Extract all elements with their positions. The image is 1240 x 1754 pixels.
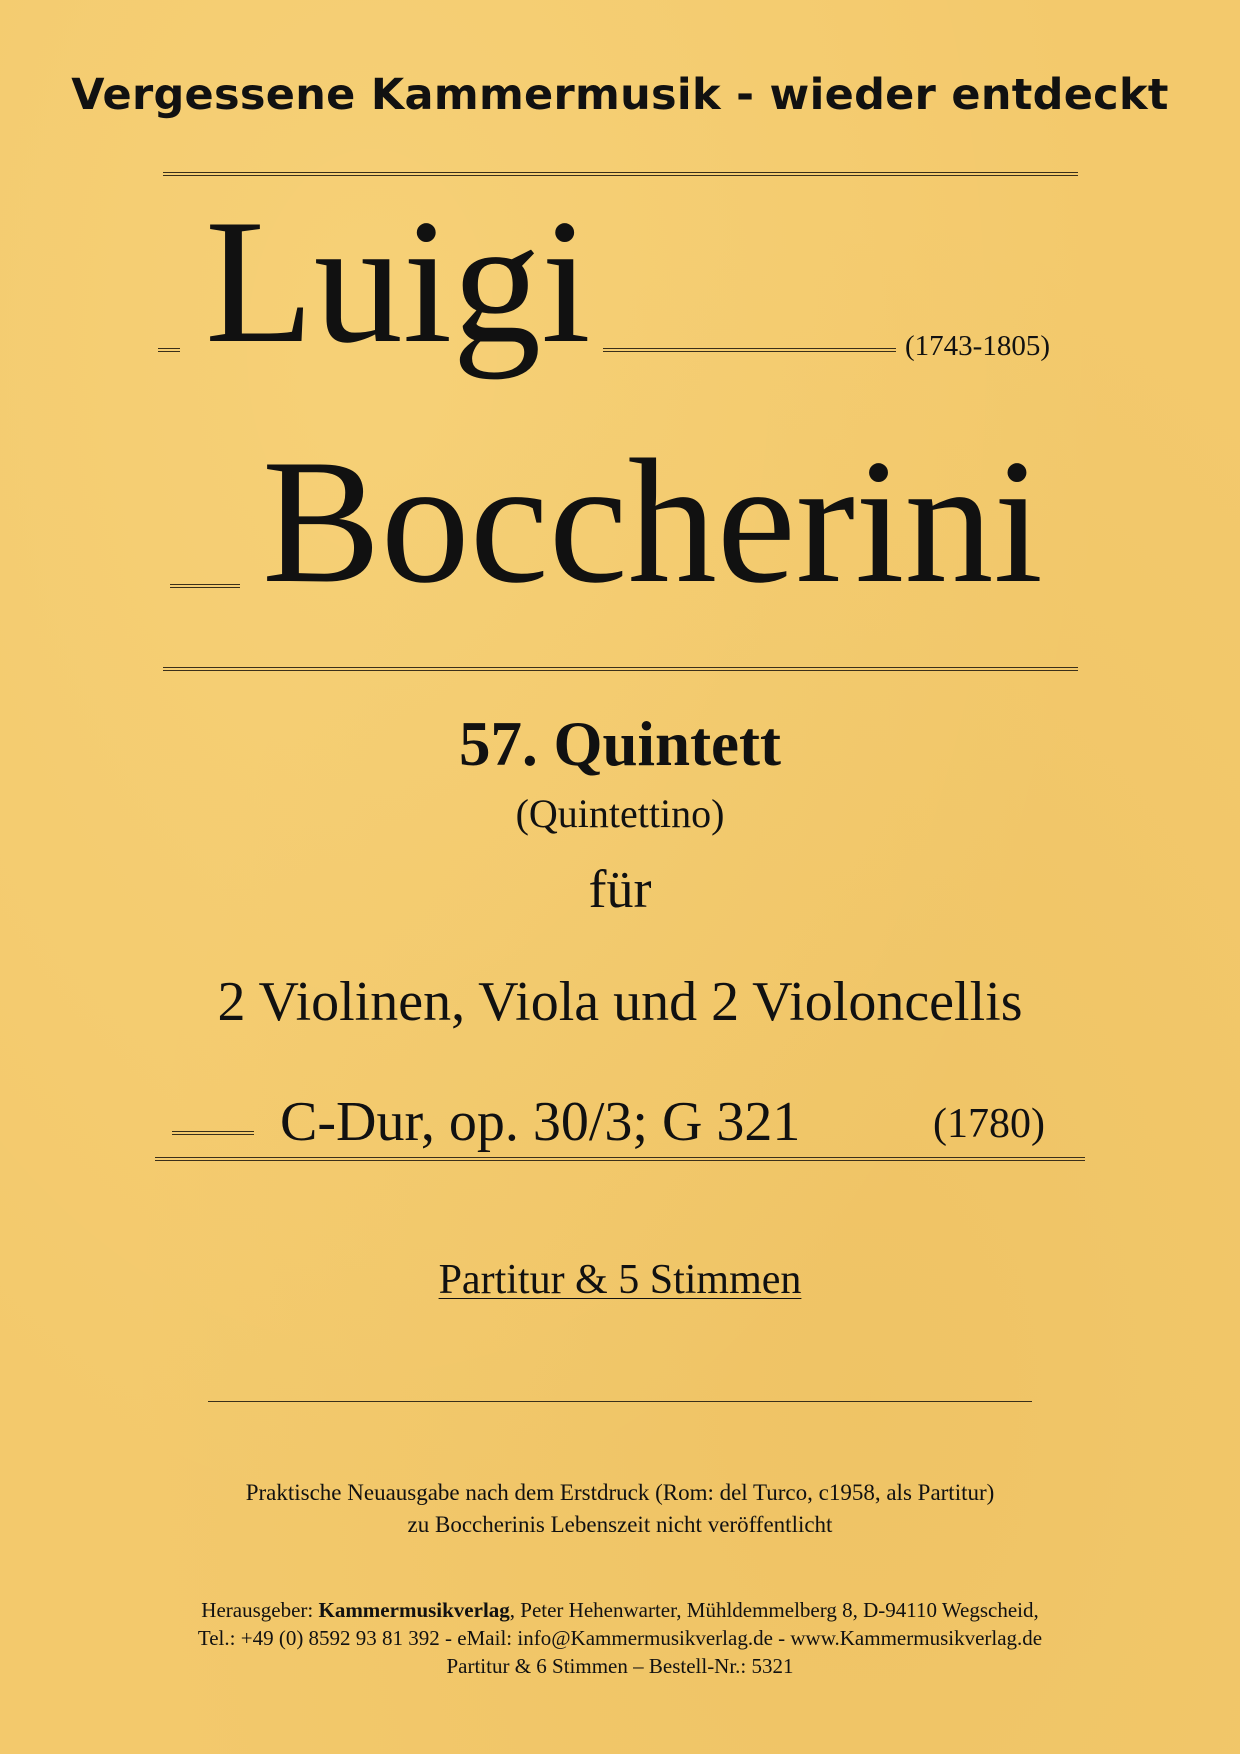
order-info: Partitur & 6 Stimmen – Bestell-Nr.: 5321 [446,1654,794,1678]
edition-contents-text: Partitur & 5 Stimmen [438,1257,802,1303]
work-preposition: für [588,859,652,919]
last-name-lead-rule [170,584,240,588]
publisher-name: Kammermusikverlag [318,1598,510,1622]
composition-year: (1780) [933,1101,1045,1147]
publisher-contact: Tel.: +49 (0) 8592 93 81 392 - eMail: info@Kammermusikverlag.de - www.Kammermusikverlag.de [197,1626,1043,1650]
edition-note: Praktische Neuausgabe nach dem Erstdruck (Rom: del Turco, c1958, als Partitur) [245,1480,995,1505]
middle-divider [163,667,1078,671]
composer-lifespan: (1743-1805) [905,330,1050,362]
publication-note: zu Boccherinis Lebenszeit nicht veröffentlicht [407,1512,833,1537]
instrumentation: 2 Violinen, Viola und 2 Violoncellis [217,971,1023,1033]
separator-line [208,1401,1032,1402]
work-subtitle: (Quintettino) [515,791,725,836]
publisher-label: Herausgeber: [201,1598,319,1622]
composer-last-name: Boccherini [262,422,1043,620]
work-title: 57. Quintett [459,709,781,779]
first-name-lead-rule [158,348,180,352]
first-name-trail-rule [603,348,896,352]
publisher-address: , Peter Hehenwarter, Mühldemmelberg 8, D-94110 Wegscheid, [509,1598,1039,1622]
lower-divider [155,1157,1085,1161]
publisher-line [0,1598,1240,1623]
series-title: Vergessene Kammermusik - wieder entdeckt [71,70,1169,120]
key-lead-rule [172,1131,254,1135]
key-and-opus: C-Dur, op. 30/3; G 321 [280,1091,801,1153]
composer-first-name: Luigi [205,182,591,380]
edition-contents [0,1256,1240,1304]
top-divider [163,172,1078,176]
